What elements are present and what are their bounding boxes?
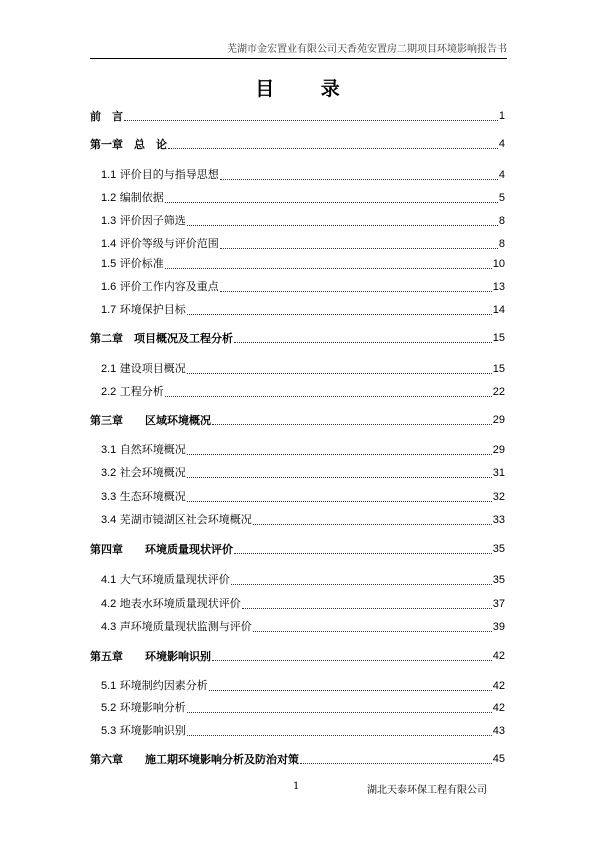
- toc-entry-label: 环境制约因素分析: [119, 679, 208, 692]
- toc-entry-label: 建设项目概况: [119, 362, 186, 375]
- toc-entry-number: 1.7: [101, 304, 117, 316]
- dot-leader: [253, 631, 492, 632]
- toc-entry-label: 第三章 区域环境概况: [90, 414, 211, 427]
- dot-leader: [187, 314, 492, 315]
- running-header: 芜湖市金宏置业有限公司天香苑安置房二期项目环境影响报告书: [90, 40, 507, 59]
- toc-entry-number: 4.1: [101, 574, 117, 586]
- toc-section-entry[interactable]: [90, 597, 505, 611]
- toc-entry-page: 5: [498, 192, 505, 204]
- toc-section-entry[interactable]: [90, 191, 505, 205]
- dot-leader: [187, 712, 492, 713]
- toc-entry-number: 1.6: [101, 281, 117, 293]
- page-title: 目 录: [255, 78, 360, 100]
- toc-entry-page: 4: [498, 138, 505, 150]
- toc-entry-label: 评价因子筛选: [119, 214, 186, 227]
- toc-section-entry[interactable]: [90, 214, 505, 228]
- toc-section-entry[interactable]: [90, 490, 505, 504]
- toc-section-entry[interactable]: [90, 362, 505, 376]
- toc-entry-label: 社会环境概况: [119, 466, 186, 479]
- toc-entry-label: 评价标准: [119, 257, 164, 270]
- toc-entry-page: 33: [492, 514, 505, 526]
- toc-entry-page: 10: [492, 258, 505, 270]
- dot-leader: [165, 396, 492, 397]
- toc-entry-page: 35: [492, 543, 505, 555]
- toc-entry-page: 22: [492, 386, 505, 398]
- toc-entry-label: 环境影响分析: [119, 701, 186, 714]
- toc-entry-label: 生态环境概况: [119, 490, 186, 503]
- dot-leader: [220, 291, 492, 292]
- toc-entry-number: 5.3: [101, 725, 117, 737]
- toc-entry-page: 42: [492, 702, 505, 714]
- toc-entry-number: 3.4: [101, 514, 117, 526]
- toc-entry-page: 15: [492, 332, 505, 344]
- toc-entry-label: 芜湖市镜湖区社会环境概况: [119, 513, 252, 526]
- toc-entry-label: 地表水环境质量现状评价: [119, 597, 241, 610]
- toc-entry-number: 4.2: [101, 598, 117, 610]
- toc-section-entry[interactable]: [90, 303, 505, 317]
- toc-chapter-entry[interactable]: [90, 753, 505, 766]
- toc-entry-number: 2.1: [101, 363, 117, 375]
- toc-entry-page: 42: [492, 650, 505, 662]
- dot-leader: [165, 268, 492, 269]
- dot-leader: [165, 202, 498, 203]
- toc-section-entry[interactable]: [90, 466, 505, 480]
- toc-entry-page: 37: [492, 598, 505, 610]
- toc-entry-label: 编制依据: [119, 191, 164, 204]
- toc-entry-page: 8: [498, 238, 505, 250]
- toc-section-entry[interactable]: [90, 513, 505, 527]
- dot-leader: [187, 454, 492, 455]
- toc-section-entry[interactable]: [90, 573, 505, 587]
- toc-entry-number: 2.2: [101, 386, 117, 398]
- dot-leader: [300, 763, 492, 764]
- toc-chapter-entry[interactable]: [90, 650, 505, 663]
- dot-leader: [234, 553, 492, 554]
- toc-section-entry[interactable]: [90, 280, 505, 294]
- toc-entry-page: 45: [492, 753, 505, 765]
- dot-leader: [242, 608, 492, 609]
- toc-entry-label: 声环境质量现状监测与评价: [119, 620, 252, 633]
- toc-entry-number: 3.1: [101, 444, 117, 456]
- dot-leader: [168, 148, 498, 149]
- toc-entry-page: 15: [492, 363, 505, 375]
- toc-entry-page: 32: [492, 491, 505, 503]
- toc-entry-page: 4: [498, 169, 505, 181]
- toc-entry-label: 第五章 环境影响识别: [90, 650, 211, 663]
- dot-leader: [187, 501, 492, 502]
- toc-entry-page: 1: [498, 110, 505, 122]
- toc-entry-page: 39: [492, 621, 505, 633]
- toc-entry-number: 1.2: [101, 192, 117, 204]
- toc-entry-number: 4.3: [101, 621, 117, 633]
- toc-entry-label: 环境保护目标: [119, 303, 186, 316]
- toc-entry-number: 1.1: [101, 169, 117, 181]
- toc-entry-label: 环境影响识别: [119, 724, 186, 737]
- toc-section-entry[interactable]: [90, 724, 505, 738]
- toc-entry-number: 1.5: [101, 258, 117, 270]
- toc-entry-label: 第四章 环境质量现状评价: [90, 543, 233, 556]
- toc-entry-number: 1.4: [101, 238, 117, 250]
- dot-leader: [234, 342, 492, 343]
- toc-entry-page: 8: [498, 215, 505, 227]
- dot-leader: [220, 248, 498, 249]
- toc-entry-number: 1.3: [101, 215, 117, 227]
- toc-entry-label: 评价等级与评价范围: [119, 237, 219, 250]
- toc-entry-page: 31: [492, 467, 505, 479]
- toc-chapter-entry[interactable]: [90, 543, 505, 556]
- toc-chapter-entry[interactable]: [90, 414, 505, 427]
- dot-leader: [209, 690, 492, 691]
- dot-leader: [187, 735, 492, 736]
- toc-section-entry[interactable]: [90, 168, 505, 182]
- toc-section-entry[interactable]: [90, 679, 505, 693]
- toc-entry-page: 43: [492, 725, 505, 737]
- dot-leader: [212, 660, 492, 661]
- toc-entry-number: 5.2: [101, 702, 117, 714]
- toc-entry-label: 第二章 项目概况及工程分析: [90, 332, 233, 345]
- dot-leader: [220, 179, 498, 180]
- dot-leader: [124, 120, 498, 121]
- toc-entry-label: 自然环境概况: [119, 443, 186, 456]
- toc-entry-page: 42: [492, 680, 505, 692]
- toc-entry-label: 第一章 总 论: [90, 138, 167, 151]
- toc-section-entry[interactable]: [90, 443, 505, 457]
- toc-section-entry[interactable]: [90, 701, 505, 715]
- dot-leader: [187, 477, 492, 478]
- toc-entry-number: 3.2: [101, 467, 117, 479]
- toc-entry-page: 29: [492, 444, 505, 456]
- page-number: 1: [293, 781, 300, 792]
- toc-entry-label: 前 言: [90, 110, 123, 123]
- dot-leader: [253, 524, 492, 525]
- toc-section-entry[interactable]: [90, 385, 505, 399]
- dot-leader: [187, 373, 492, 374]
- toc-entry-label: 评价工作内容及重点: [119, 280, 219, 293]
- toc-entry-page: 14: [492, 304, 505, 316]
- footer-company: 湖北天泰环保工程有限公司: [367, 785, 487, 796]
- toc-section-entry[interactable]: [90, 620, 505, 634]
- dot-leader: [212, 424, 492, 425]
- toc-entry-number: 3.3: [101, 491, 117, 503]
- toc-section-entry[interactable]: [90, 237, 505, 251]
- toc-entry-page: 29: [492, 414, 505, 426]
- toc-entry-label: 评价目的与指导思想: [119, 168, 219, 181]
- dot-leader: [187, 225, 498, 226]
- toc-chapter-entry[interactable]: [90, 138, 505, 151]
- toc-section-entry[interactable]: [90, 257, 505, 271]
- toc-chapter-entry[interactable]: [90, 332, 505, 345]
- toc-entry-page: 13: [492, 281, 505, 293]
- toc-chapter-entry[interactable]: [90, 110, 505, 123]
- toc-entry-label: 工程分析: [119, 385, 164, 398]
- toc-entry-number: 5.1: [101, 680, 117, 692]
- toc-entry-label: 大气环境质量现状评价: [119, 573, 230, 586]
- toc-entry-label: 第六章 施工期环境影响分析及防治对策: [90, 753, 299, 766]
- dot-leader: [231, 584, 492, 585]
- toc-entry-page: 35: [492, 574, 505, 586]
